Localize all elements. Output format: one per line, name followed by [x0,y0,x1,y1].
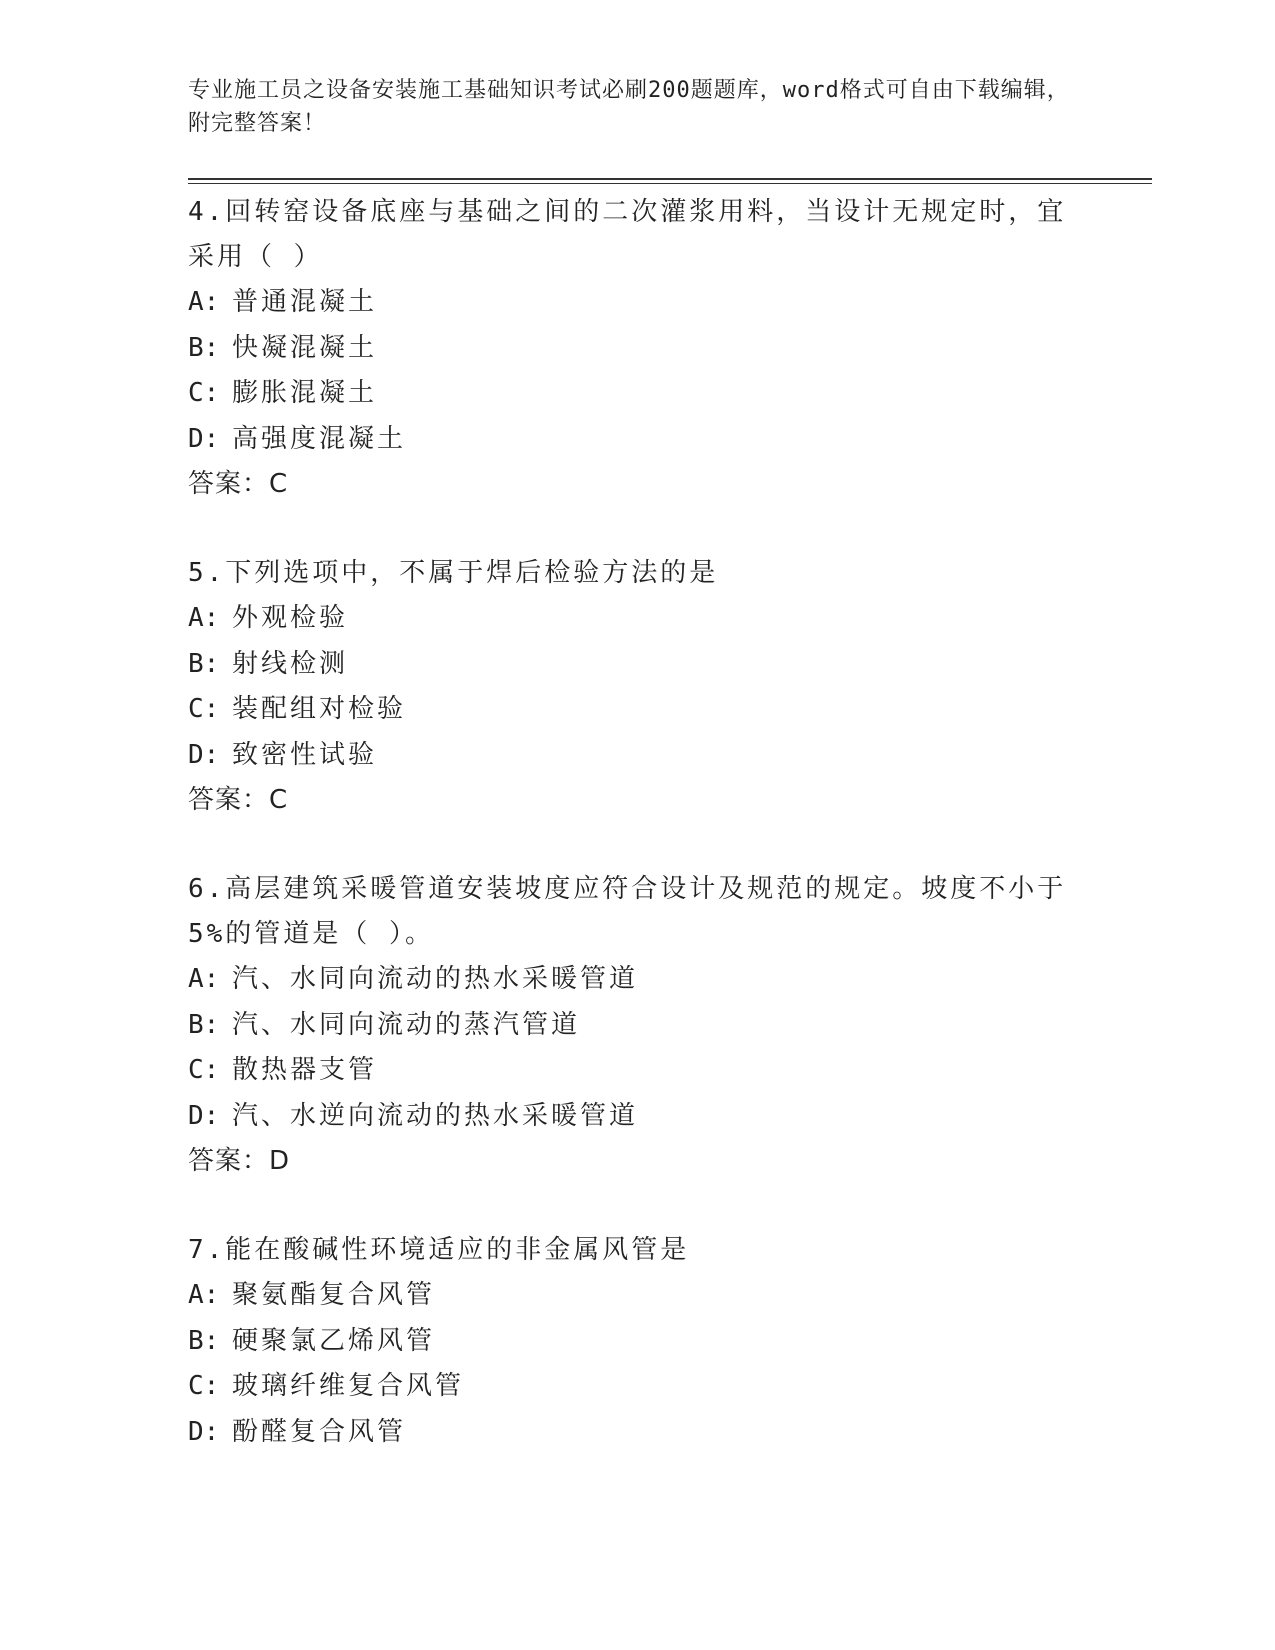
answer-line: 答案：C [188,785,289,815]
option-text: 装配组对检验 [232,694,407,724]
question-stem: 4.回转窑设备底座与基础之间的二次灌浆用料，当设计无规定时，宜采用（ ） [188,197,1067,272]
option-text: 高强度混凝土 [232,423,407,454]
option-letter: C: [188,694,220,724]
option-letter: B: [188,1325,220,1356]
option-letter: D: [188,1100,220,1131]
header-divider [188,178,1152,180]
option-text: 膨胀混凝土 [232,378,378,408]
option-a [188,596,1088,642]
option-text: 致密性试验 [232,739,378,770]
option-letter: A: [188,1280,220,1310]
option-text: 硬聚氯乙烯风管 [232,1325,436,1356]
document-intro: 专业施工员之设备安装施工基础知识考试必刷200题题库，word格式可自由下载编辑，附完整答案！ [188,78,1070,136]
answer-line: 答案：D [188,1146,291,1176]
option-d [188,417,1088,463]
option-letter: C: [188,1371,220,1401]
option-c [188,687,1088,733]
option-letter: D: [188,423,220,454]
option-a [188,1273,1088,1319]
option-text: 聚氨酯复合风管 [232,1280,436,1310]
option-text: 快凝混凝土 [232,332,378,363]
question-stem: 7.能在酸碱性环境适应的非金属风管是 [188,1235,690,1265]
question-stem: 5.下列选项中，不属于焊后检验方法的是 [188,558,719,588]
option-letter: B: [188,1009,220,1040]
option-c [188,1364,1088,1410]
option-letter: B: [188,332,220,363]
option-letter: A: [188,287,220,317]
option-d [188,733,1088,779]
option-letter: C: [188,1055,220,1085]
option-text: 射线检测 [232,648,349,679]
question-6 [188,867,1088,1184]
option-letter: A: [188,964,220,994]
question-stem: 6.高层建筑采暖管道安装坡度应符合设计及规范的规定。坡度不小于5%的管道是（ ）。 [188,874,1067,949]
question-4 [188,190,1088,507]
option-c [188,371,1088,417]
option-text: 外观检验 [232,603,349,633]
option-letter: A: [188,603,220,633]
question-5 [188,551,1088,823]
option-letter: C: [188,378,220,408]
option-text: 汽、水同向流动的热水采暖管道 [232,964,639,994]
option-text: 汽、水同向流动的蒸汽管道 [232,1009,581,1040]
option-text: 汽、水逆向流动的热水采暖管道 [232,1100,639,1131]
option-d [188,1094,1088,1140]
question-7 [188,1228,1088,1455]
option-b [188,642,1088,688]
option-a [188,280,1088,326]
answer-line: 答案：C [188,469,289,499]
question-list [188,190,1088,1499]
option-c [188,1048,1088,1094]
option-d [188,1410,1088,1456]
option-b [188,1003,1088,1049]
option-text: 酚醛复合风管 [232,1416,407,1447]
header-divider-thin [188,183,1152,184]
option-text: 普通混凝土 [232,287,378,317]
option-a [188,957,1088,1003]
option-letter: B: [188,648,220,679]
option-letter: D: [188,739,220,770]
option-letter: D: [188,1416,220,1447]
option-text: 散热器支管 [232,1055,378,1085]
option-text: 玻璃纤维复合风管 [232,1371,465,1401]
option-b [188,1319,1088,1365]
option-b [188,326,1088,372]
